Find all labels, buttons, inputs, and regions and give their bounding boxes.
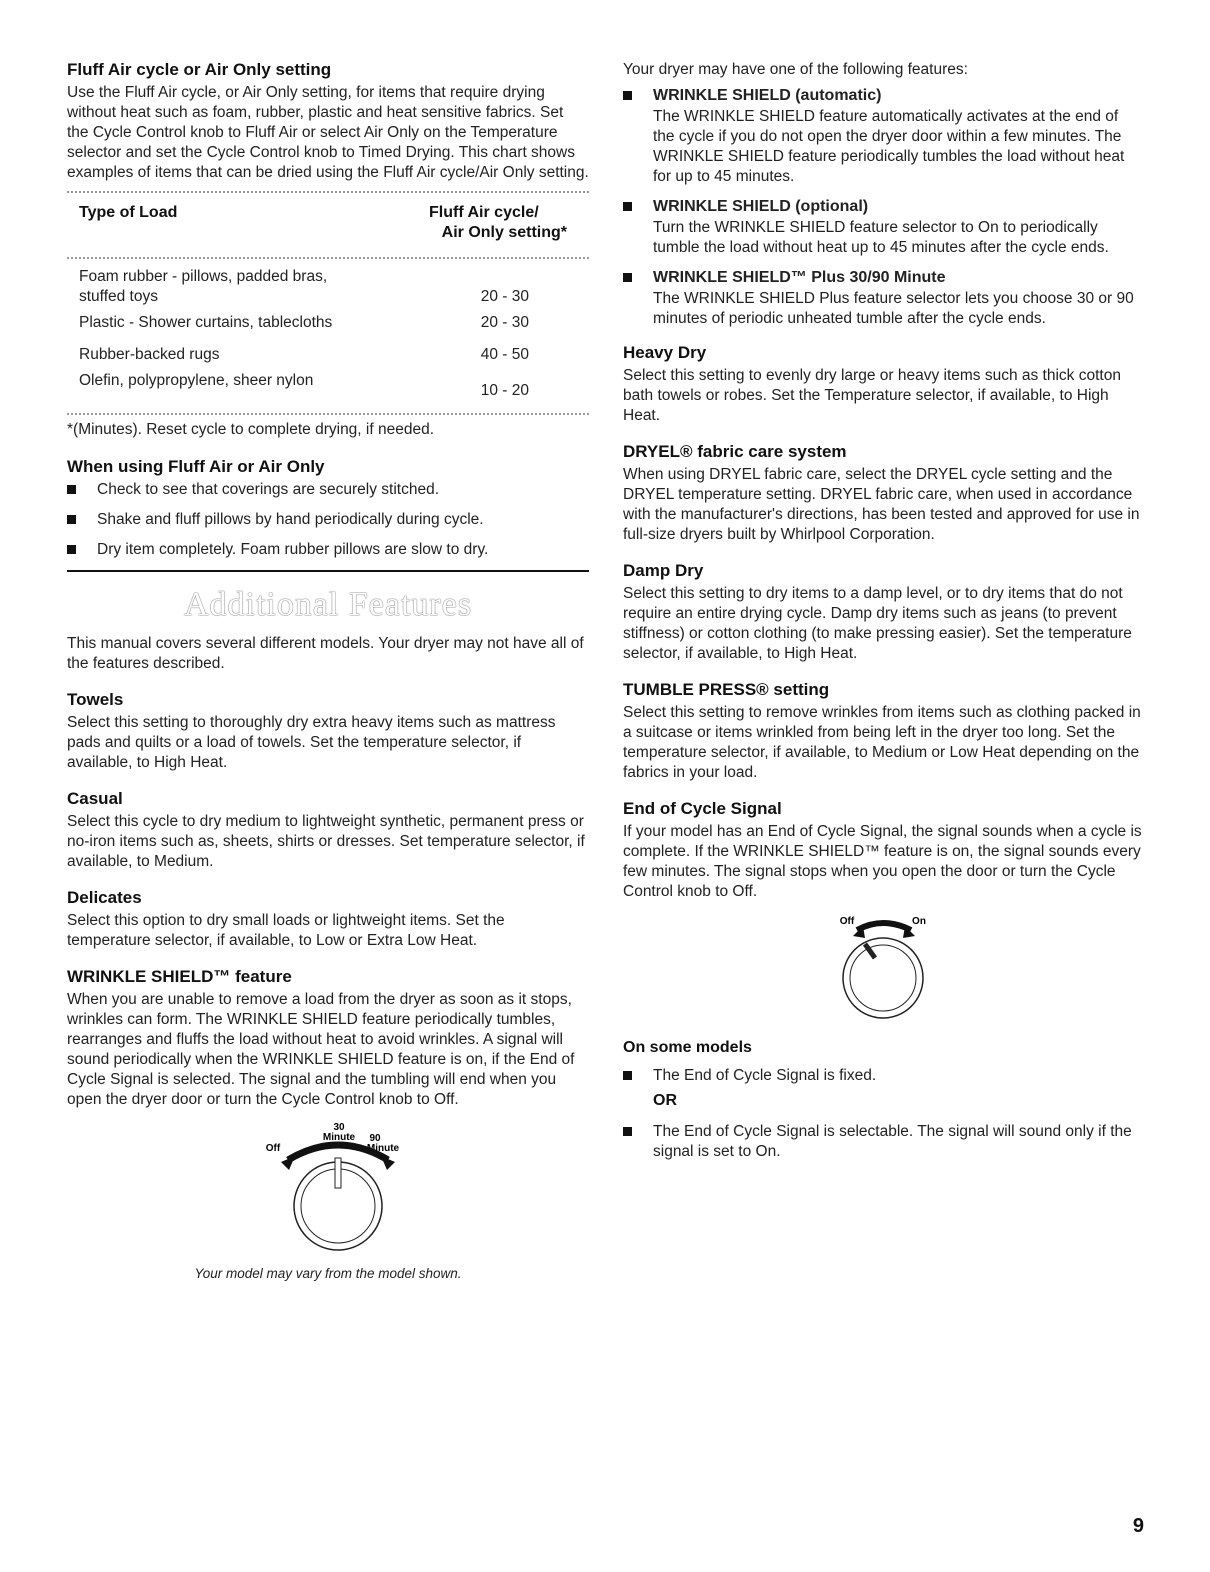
feature-heading: WRINKLE SHIELD (optional) [653, 198, 869, 215]
wrinkle-shield-feature-list [623, 86, 1143, 329]
features-intro: Your dryer may have one of the following features: [623, 61, 968, 78]
end-of-cycle-heading: End of Cycle Signal [623, 799, 782, 818]
list-item: Check to see that coverings are securely stitched. [67, 480, 589, 500]
table-cell-time: 20 - 30 [480, 288, 529, 305]
fluff-air-section [67, 60, 589, 183]
list-item: The End of Cycle Signal is fixed. [623, 1066, 1143, 1086]
section-rule [67, 570, 589, 572]
list-item [623, 268, 1143, 329]
fluff-air-body: Use the Fluff Air cycle, or Air Only setting, for items that require drying without heat such as foam, rubber, plastic and heat sensitive fabrics. Set the Cycle Control knob to Fluff Air or select Air Only on the Temperature selector and set the Cycle Control knob to Timed Drying. This chart shows examples of items that can be dried using the Fluff Air cycle/Air Only setting. [67, 84, 589, 181]
tumble-press-section [623, 680, 1143, 783]
some-models-heading: On some models [623, 1039, 752, 1056]
divider [67, 191, 589, 193]
bullet-icon [67, 485, 76, 494]
some-models-list [623, 1066, 1143, 1086]
table-header-load: Type of Load [79, 204, 178, 221]
table-cell-load: Plastic - Shower curtains, tablecloths [79, 314, 333, 331]
feature-heading: WRINKLE SHIELD (automatic) [653, 87, 882, 104]
table-header-row [67, 199, 589, 257]
towels-body: Select this setting to thoroughly dry extra heavy items such as mattress pads and quilts or a load of towels. Set the temperature selector, if available, to High Heat. [67, 714, 556, 771]
list-item: The End of Cycle Signal is selectable. The signal will sound only if the signal is set to On. [623, 1122, 1143, 1162]
dryel-body: When using DRYEL fabric care, select the DRYEL cycle setting and the DRYEL temperature setting. DRYEL fabric care, when used in accordance with the manufacturer's directions, has been tested and approved for use in full-size dryers built by Whirlpool Corporation. [623, 466, 1140, 543]
table-row [67, 311, 589, 337]
table-cell-time: 20 - 30 [480, 314, 529, 331]
bullet-icon [623, 91, 632, 100]
casual-heading: Casual [67, 789, 123, 808]
delicates-section [67, 888, 589, 951]
table-cell-load: Foam rubber - pillows, padded bras, stuffed toys [79, 268, 328, 305]
heavy-dry-body: Select this setting to evenly dry large or heavy items such as thick cotton bath towels or robes. Set the Temperature selector, if available, to High Heat. [623, 367, 1121, 424]
some-models-list-2 [623, 1122, 1143, 1162]
right-column [623, 60, 1143, 1172]
towels-heading: Towels [67, 690, 124, 709]
svg-text:On: On [912, 916, 926, 927]
feature-heading: WRINKLE SHIELD™ Plus 30/90 Minute [653, 269, 946, 286]
wrinkle-shield-heading: WRINKLE SHIELD™ feature [67, 967, 292, 986]
table-row [67, 265, 589, 311]
damp-dry-heading: Damp Dry [623, 561, 704, 580]
page-number: 9 [1132, 1515, 1144, 1537]
svg-text:Off: Off [839, 916, 855, 927]
heavy-dry-section [623, 343, 1143, 426]
svg-text:Off: Off [265, 1143, 281, 1154]
bullet-icon [623, 202, 632, 211]
dryel-heading: DRYEL® fabric care system [623, 442, 847, 461]
damp-dry-body: Select this setting to dry items to a damp level, or to dry items that do not require an entire drying cycle. Damp dry items such as jeans (to prevent stiffness) or cotton clothing (to make pressing easier). Set the temperature selector, if available, to High Heat. [623, 585, 1132, 662]
heavy-dry-heading: Heavy Dry [623, 343, 707, 362]
fluff-air-table [67, 199, 589, 405]
table-header-time: Fluff Air cycle/ Air Only setting* [429, 204, 567, 241]
towels-section [67, 690, 589, 773]
delicates-body: Select this option to dry small loads or lightweight items. Set the temperature selector, if available, to Low or Extra Low Heat. [67, 912, 505, 949]
list-item [623, 197, 1143, 258]
svg-text:30: 30 [333, 1122, 345, 1133]
feature-body: The WRINKLE SHIELD feature automatically activates at the end of the cycle if you do not open the dryer door within a few minutes. The WRINKLE SHIELD feature periodically tumbles the load without heat for up to 45 minutes. [653, 108, 1125, 185]
divider [67, 413, 589, 415]
bullet-icon [67, 515, 76, 524]
list-item [623, 86, 1143, 187]
bullet-icon [623, 273, 632, 282]
when-using-list [67, 480, 589, 560]
wrinkle-shield-knob-icon [243, 1118, 413, 1258]
when-using-heading: When using Fluff Air or Air Only [67, 457, 325, 476]
table-cell-load: Rubber-backed rugs [79, 346, 220, 363]
table-cell-time: 40 - 50 [480, 346, 529, 363]
wrinkle-shield-section [67, 967, 589, 1110]
additional-features-title: Additional Features [183, 586, 473, 623]
table-footnote: *(Minutes). Reset cycle to complete drying, if needed. [67, 421, 435, 438]
table-row [67, 337, 589, 369]
signal-knob-icon [823, 910, 943, 1030]
end-of-cycle-body: If your model has an End of Cycle Signal, the signal sounds when a cycle is complete. If the WRINKLE SHIELD™ feature is on, the signal sounds every few minutes. The signal stops when you open the door or turn the Cycle Control knob to Off. [623, 823, 1142, 900]
svg-text:90: 90 [369, 1133, 381, 1144]
table-cell-load: Olefin, polypropylene, sheer nylon [79, 372, 314, 389]
bullet-icon [623, 1127, 632, 1136]
some-models-section [623, 1038, 1143, 1162]
tumble-press-body: Select this setting to remove wrinkles from items such as clothing packed in a suitcase or items wrinkled from being left in the dryer too long. Set the temperature selector, if available, to Medium or Low Heat depending on the fabrics in your load. [623, 704, 1141, 781]
left-column [67, 60, 589, 1281]
list-item: Dry item completely. Foam rubber pillows are slow to dry. [67, 540, 589, 560]
or-label: OR [653, 1092, 677, 1109]
when-using-section [67, 457, 589, 560]
bullet-icon [67, 545, 76, 554]
wrinkle-shield-body: When you are unable to remove a load from the dryer as soon as it stops, wrinkles can form. The WRINKLE SHIELD feature periodically tumbles, rearranges and fluffs the load without heat to avoid wrinkles. A signal will sound periodically when the WRINKLE SHIELD feature is on, if the End of Cycle Signal is selected. The signal and the tumbling will end when you open the dryer door or turn the Cycle Control knob to Off. [67, 991, 575, 1108]
feature-body: Turn the WRINKLE SHIELD feature selector to On to periodically tumble the load without heat up to 45 minutes after the cycle ends. [653, 219, 1109, 256]
casual-section [67, 789, 589, 872]
table-cell-time: 10 - 20 [480, 382, 529, 399]
end-of-cycle-section [623, 799, 1143, 902]
dryel-section [623, 442, 1143, 545]
tumble-press-heading: TUMBLE PRESS® setting [623, 680, 830, 699]
table-row [67, 369, 589, 405]
fluff-air-heading: Fluff Air cycle or Air Only setting [67, 60, 332, 79]
divider [67, 257, 589, 259]
additional-features-intro: This manual covers several different models. Your dryer may not have all of the features described. [67, 635, 584, 672]
feature-body: The WRINKLE SHIELD Plus feature selector lets you choose 30 or 90 minutes of periodic unheated tumble after the cycle ends. [653, 290, 1134, 327]
wrinkle-shield-knob-figure [67, 1118, 589, 1258]
delicates-heading: Delicates [67, 888, 142, 907]
svg-text:Minute: Minute [366, 1143, 400, 1154]
signal-knob-figure [623, 910, 1143, 1030]
model-caption: Your model may vary from the model shown. [194, 1266, 462, 1281]
svg-text:Minute: Minute [322, 1132, 356, 1143]
casual-body: Select this cycle to dry medium to lightweight synthetic, permanent press or no-iron items such as, sheets, shirts or dresses. Set temperature selector, if available, to Medium. [67, 813, 585, 870]
damp-dry-section [623, 561, 1143, 664]
list-item: Shake and fluff pillows by hand periodically during cycle. [67, 510, 589, 530]
bullet-icon [623, 1071, 632, 1080]
